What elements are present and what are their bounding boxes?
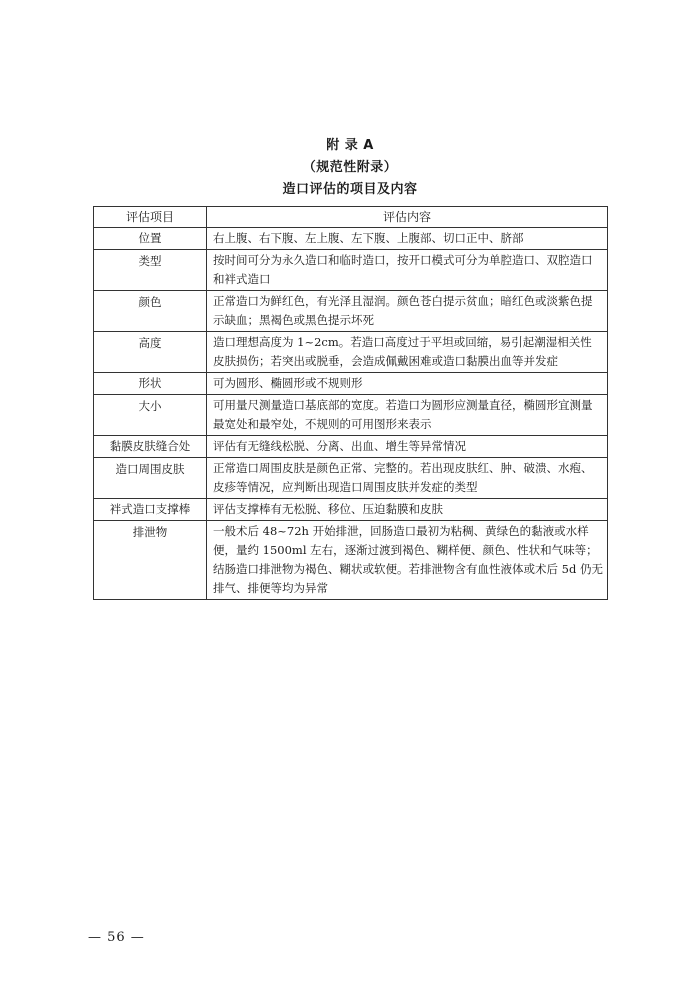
header-content: 评估内容 (207, 207, 608, 228)
appendix-label: 附 录 A (326, 138, 374, 153)
table-row (94, 332, 608, 373)
header-item: 评估项目 (94, 207, 207, 228)
stoma-assessment-table (93, 206, 608, 600)
row-content: 评估支撑棒有无松脱、移位、压迫黏膜和皮肤 (207, 499, 608, 521)
row-item: 大小 (94, 395, 207, 436)
row-item: 黏膜皮肤缝合处 (94, 436, 207, 458)
row-item: 位置 (94, 228, 207, 250)
table-row (94, 395, 608, 436)
table-title: 造口评估的项目及内容 (282, 182, 418, 197)
table-row (94, 458, 608, 499)
row-content: 正常造口周围皮肤是颜色正常、完整的。若出现皮肤红、肿、破溃、水疱、皮疹等情况，应判断出现造口周围皮肤并发症的类型 (207, 458, 608, 499)
row-content: 右上腹、右下腹、左上腹、左下腹、上腹部、切口正中、脐部 (207, 228, 608, 250)
table-row (94, 436, 608, 458)
page-number: — 56 — (88, 930, 145, 945)
table-row (94, 228, 608, 250)
row-item: 类型 (94, 250, 207, 291)
row-item: 排泄物 (94, 521, 207, 600)
row-content: 正常造口为鲜红色，有光泽且湿润。颜色苍白提示贫血；暗红色或淡紫色提示缺血；黑褐色或黑色提示坏死 (207, 291, 608, 332)
row-content: 按时间可分为永久造口和临时造口，按开口模式可分为单腔造口、双腔造口和袢式造口 (207, 250, 608, 291)
appendix-type-label: （规范性附录） (302, 160, 398, 175)
table-row (94, 250, 608, 291)
row-item: 袢式造口支撑棒 (94, 499, 207, 521)
row-content: 评估有无缝线松脱、分离、出血、增生等异常情况 (207, 436, 608, 458)
table-row (94, 373, 608, 395)
row-item: 颜色 (94, 291, 207, 332)
row-item: 高度 (94, 332, 207, 373)
row-content: 可为圆形、椭圆形或不规则形 (207, 373, 608, 395)
table-row (94, 499, 608, 521)
row-item: 造口周围皮肤 (94, 458, 207, 499)
table-header-row (94, 207, 608, 228)
row-content: 造口理想高度为 1~2cm。若造口高度过于平坦或回缩，易引起潮湿相关性皮肤损伤；若突出或脱垂，会造成佩戴困难或造口黏膜出血等并发症 (207, 332, 608, 373)
table-row (94, 521, 608, 600)
row-item: 形状 (94, 373, 207, 395)
row-content: 可用量尺测量造口基底部的宽度。若造口为圆形应测量直径，椭圆形宜测量最宽处和最窄处，不规则的可用图形来表示 (207, 395, 608, 436)
row-content: 一般术后 48~72h 开始排泄，回肠造口最初为粘稠、黄绿色的黏液或水样便，量约 1500ml 左右，逐渐过渡到褐色、糊样便、颜色、性状和气味等；结肠造口排泄物为褐色、糊状或软便。若排泄物含有血性液体或术后 5d 仍无排气、排便等均为异常 (207, 521, 608, 600)
table-row (94, 291, 608, 332)
